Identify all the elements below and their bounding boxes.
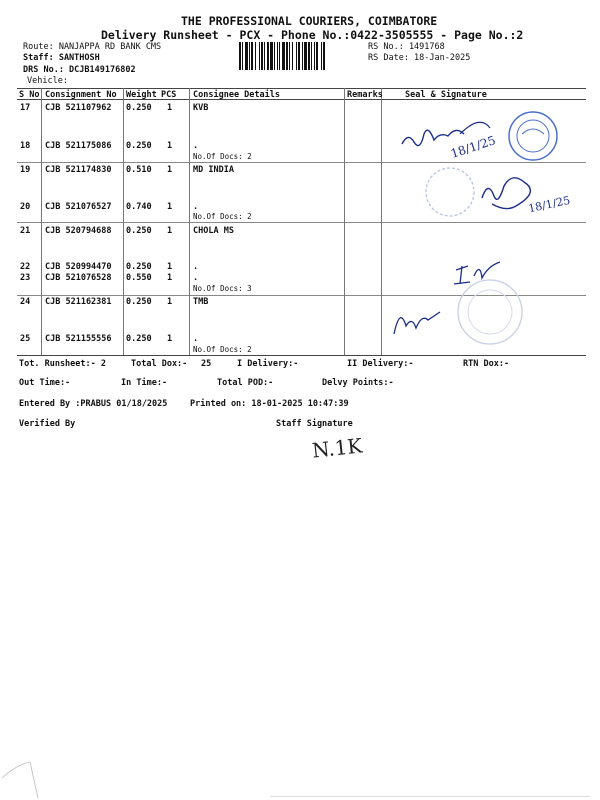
staff-signature-label: Staff Signature	[276, 419, 353, 429]
i-delivery: I Delivery:-	[237, 359, 299, 369]
row-consignment: CJB 521107962	[45, 103, 112, 113]
entered-by: Entered By :PRABUS 01/18/2025	[19, 399, 168, 409]
drs-number: DRS No.: DCJB149176802	[23, 65, 136, 75]
col-remarks: Remarks	[347, 90, 383, 100]
tot-runsheet: Tot. Runsheet:- 2	[19, 359, 106, 369]
row-sno: 22	[20, 262, 31, 272]
ii-delivery: II Delivery:-	[347, 359, 414, 369]
row-consignment: CJB 521162381	[45, 297, 112, 307]
delvy-points: Delvy Points:-	[322, 378, 394, 388]
out-time: Out Time:-	[19, 378, 71, 388]
col-divider	[189, 88, 190, 355]
row-weight: 0.250	[126, 334, 152, 344]
seal-and-signature-1	[390, 104, 565, 166]
row-pcs: 1	[167, 226, 173, 236]
row-pcs: 1	[167, 273, 173, 283]
row-pcs: 1	[167, 297, 173, 307]
table-top-rule	[17, 88, 586, 89]
row-weight: 0.550	[126, 273, 152, 283]
row-consignee: CHOLA MS	[193, 226, 234, 236]
row-consignment: CJB 521076528	[45, 273, 112, 283]
col-divider	[123, 88, 124, 355]
row-pcs: 1	[167, 141, 173, 151]
printed-on: Printed on: 18-01-2025 10:47:39	[190, 399, 349, 409]
row-pcs: 1	[167, 103, 173, 113]
row-consignee: MD INDIA	[193, 165, 234, 175]
total-pod: Total POD:-	[217, 378, 274, 388]
handwritten-date-2: 18/1/25	[527, 193, 572, 216]
col-pcs: PCS	[161, 90, 177, 100]
no-of-docs: No.Of Docs: 2	[193, 212, 252, 221]
rs-date: RS Date: 18-Jan-2025	[368, 53, 471, 63]
row-consignee: .	[193, 334, 199, 344]
staff-signature: N.1K	[310, 433, 364, 463]
row-consignment: CJB 521175086	[45, 141, 112, 151]
vehicle: Vehicle:	[27, 76, 68, 86]
row-pcs: 1	[167, 202, 173, 212]
col-consignment: Consignment No	[45, 90, 117, 100]
bottom-scan-rule	[270, 796, 590, 797]
row-weight: 0.510	[126, 165, 152, 175]
col-divider	[41, 88, 42, 355]
col-divider	[344, 88, 345, 355]
no-of-docs: No.Of Docs: 2	[193, 345, 252, 354]
verified-by: Verified By	[19, 419, 76, 429]
row-weight: 0.740	[126, 202, 152, 212]
row-consignee: TMB	[193, 297, 209, 307]
row-sno: 25	[20, 334, 31, 344]
row-consignee: .	[193, 273, 199, 283]
no-of-docs: No.Of Docs: 3	[193, 284, 252, 293]
col-seal: Seal & Signature	[405, 90, 487, 100]
row-consignee: .	[193, 262, 199, 272]
row-sno: 21	[20, 226, 31, 236]
row-consignee: .	[193, 202, 199, 212]
row-sno: 20	[20, 202, 31, 212]
barcode	[239, 42, 365, 70]
row-consignment: CJB 520794688	[45, 226, 112, 236]
company-name: THE PROFESSIONAL COURIERS, COIMBATORE	[181, 14, 438, 28]
no-of-docs: No.Of Docs: 2	[193, 152, 252, 161]
scan-edge-mark	[0, 758, 60, 800]
seal-and-signature-2	[412, 162, 587, 224]
total-dox-count: 25	[201, 359, 212, 369]
row-pcs: 1	[167, 334, 173, 344]
col-weight: Weight	[126, 90, 157, 100]
row-sno: 24	[20, 297, 31, 307]
table-bottom-rule	[17, 355, 586, 356]
row-sno: 18	[20, 141, 31, 151]
row-weight: 0.250	[126, 226, 152, 236]
handwritten-date-1: 18/1/25	[448, 133, 498, 161]
row-consignee: .	[193, 141, 199, 151]
row-consignment: CJB 521155556	[45, 334, 112, 344]
row-weight: 0.250	[126, 262, 152, 272]
row-weight: 0.250	[126, 141, 152, 151]
staff: Staff: SANTHOSH	[23, 53, 100, 63]
seal-and-signature-3	[370, 236, 585, 348]
row-weight: 0.250	[126, 297, 152, 307]
route: Route: NANJAPPA RD BANK CMS	[23, 42, 162, 52]
in-time: In Time:-	[121, 378, 168, 388]
row-pcs: 1	[167, 165, 173, 175]
row-consignment: CJB 520994470	[45, 262, 112, 272]
row-sno: 19	[20, 165, 31, 175]
row-consignee: KVB	[193, 103, 209, 113]
row-sno: 23	[20, 273, 31, 283]
rtn-dox: RTN Dox:-	[463, 359, 510, 369]
rs-number: RS No.: 1491768	[368, 42, 445, 52]
total-dox-label: Total Dox:-	[131, 359, 188, 369]
row-consignment: CJB 521076527	[45, 202, 112, 212]
col-consignee: Consignee Details	[193, 90, 280, 100]
runsheet-title: Delivery Runsheet - PCX - Phone No.:0422-3505555 - Page No.:2	[101, 28, 524, 42]
col-sno: S No	[19, 90, 40, 100]
row-sno: 17	[20, 103, 31, 113]
row-consignment: CJB 521174830	[45, 165, 112, 175]
row-weight: 0.250	[126, 103, 152, 113]
row-pcs: 1	[167, 262, 173, 272]
